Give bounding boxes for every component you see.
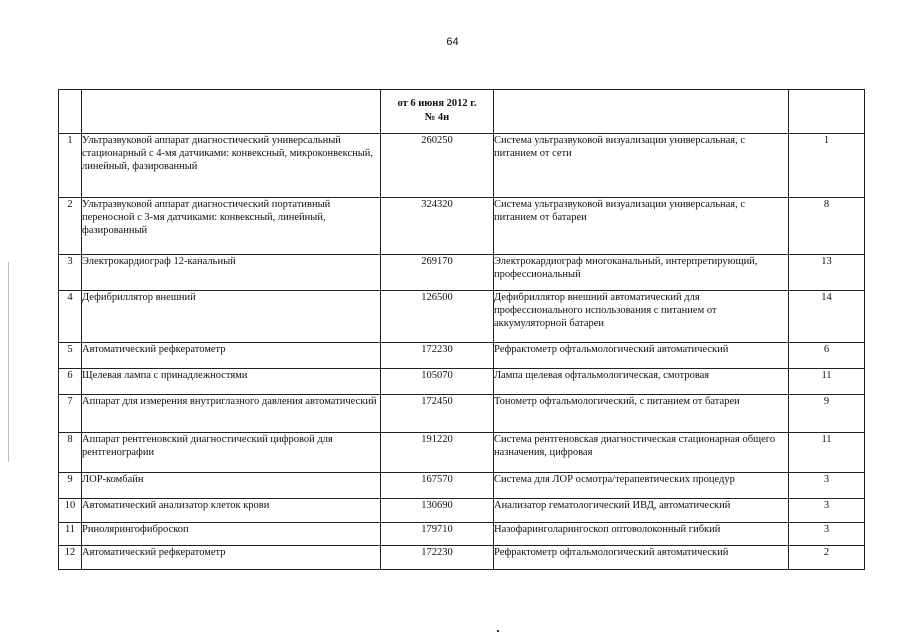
row-number: 6 (59, 369, 82, 395)
equipment-name: Автоматический анализатор клеток крови (82, 499, 381, 523)
equipment-code: 260250 (381, 134, 494, 198)
equipment-description: Система для ЛОР осмотра/терапевтических процедур (494, 473, 789, 499)
header-order-number: № 4н (424, 112, 450, 123)
equipment-code: 269170 (381, 255, 494, 291)
equipment-code: 172230 (381, 343, 494, 369)
equipment-quantity: 3 (789, 473, 865, 499)
equipment-name: Аппарат для измерения внутриглазного давления автоматический (82, 395, 381, 433)
equipment-code: 172450 (381, 395, 494, 433)
equipment-code: 191220 (381, 433, 494, 473)
equipment-description: Рефрактометр офтальмологический автоматический (494, 343, 789, 369)
equipment-description: Назофаринголарингоскоп оптоволоконный гибкий (494, 523, 789, 546)
equipment-quantity: 11 (789, 369, 865, 395)
equipment-name: Ультразвуковой аппарат диагностический портативный переносной с 3-мя датчиками: конвексный, линейный, фазированный (82, 198, 381, 255)
row-number: 7 (59, 395, 82, 433)
header-date: от 6 июня 2012 г. (397, 98, 477, 109)
table-row (59, 433, 865, 473)
equipment-name: Электрокардиограф 12-канальный (82, 255, 381, 291)
header-cell-desc (494, 90, 789, 134)
equipment-name: Ультразвуковой аппарат диагностический универсальный стационарный с 4-мя датчиками: конвексный, микроконвексный, линейный, фазированный (82, 134, 381, 198)
table-header-row (59, 90, 865, 134)
table-row (59, 546, 865, 570)
header-cell-name (82, 90, 381, 134)
row-number: 9 (59, 473, 82, 499)
equipment-table (58, 89, 865, 570)
equipment-quantity: 11 (789, 433, 865, 473)
equipment-code: 324320 (381, 198, 494, 255)
equipment-code: 172230 (381, 546, 494, 570)
table-row (59, 343, 865, 369)
equipment-description: Тонометр офтальмологический, с питанием от батареи (494, 395, 789, 433)
header-cell-code (381, 90, 494, 134)
equipment-description: Система ультразвуковой визуализации универсальная, с питанием от батареи (494, 198, 789, 255)
table-row (59, 395, 865, 433)
table-row (59, 473, 865, 499)
table-row (59, 291, 865, 343)
row-number: 4 (59, 291, 82, 343)
equipment-code: 167570 (381, 473, 494, 499)
equipment-quantity: 14 (789, 291, 865, 343)
equipment-name: ЛОР-комбайн (82, 473, 381, 499)
table-row (59, 369, 865, 395)
header-cell-qty (789, 90, 865, 134)
equipment-description: Рефрактометр офтальмологический автоматический (494, 546, 789, 570)
row-number: 10 (59, 499, 82, 523)
equipment-quantity: 3 (789, 499, 865, 523)
table-row (59, 134, 865, 198)
equipment-description: Система ультразвуковой визуализации универсальная, с питанием от сети (494, 134, 789, 198)
table-row (59, 255, 865, 291)
equipment-quantity: 9 (789, 395, 865, 433)
row-number: 2 (59, 198, 82, 255)
table-row (59, 523, 865, 546)
equipment-description: Лампа щелевая офтальмологическая, смотровая (494, 369, 789, 395)
equipment-name: Щелевая лампа с принадлежностями (82, 369, 381, 395)
equipment-quantity: 3 (789, 523, 865, 546)
row-number: 8 (59, 433, 82, 473)
equipment-quantity: 6 (789, 343, 865, 369)
equipment-description: Дефибриллятор внешний автоматический для профессионального использования с питанием от аккумуляторной батареи (494, 291, 789, 343)
equipment-code: 130690 (381, 499, 494, 523)
equipment-name: Дефибриллятор внешний (82, 291, 381, 343)
equipment-name: Ринолярингофиброскоп (82, 523, 381, 546)
scan-dot (497, 630, 499, 632)
page-number: 64 (446, 36, 459, 48)
equipment-code: 126500 (381, 291, 494, 343)
table-row (59, 499, 865, 523)
row-number: 5 (59, 343, 82, 369)
equipment-quantity: 13 (789, 255, 865, 291)
row-number: 11 (59, 523, 82, 546)
equipment-name: Автоматический рефкератометр (82, 343, 381, 369)
equipment-description: Система рентгеновская диагностическая стационарная общего назначения, цифровая (494, 433, 789, 473)
row-number: 1 (59, 134, 82, 198)
equipment-quantity: 2 (789, 546, 865, 570)
equipment-name: Автоматический рефкератометр (82, 546, 381, 570)
scan-margin-mark (8, 262, 9, 462)
row-number: 12 (59, 546, 82, 570)
equipment-description: Электрокардиограф многоканальный, интерпретирующий, профессиональный (494, 255, 789, 291)
equipment-name: Аппарат рентгеновский диагностический цифровой для рентгенографии (82, 433, 381, 473)
header-cell-num (59, 90, 82, 134)
equipment-code: 179710 (381, 523, 494, 546)
table-row (59, 198, 865, 255)
equipment-description: Анализатор гематологический ИВД, автоматический (494, 499, 789, 523)
equipment-quantity: 1 (789, 134, 865, 198)
equipment-quantity: 8 (789, 198, 865, 255)
row-number: 3 (59, 255, 82, 291)
equipment-code: 105070 (381, 369, 494, 395)
